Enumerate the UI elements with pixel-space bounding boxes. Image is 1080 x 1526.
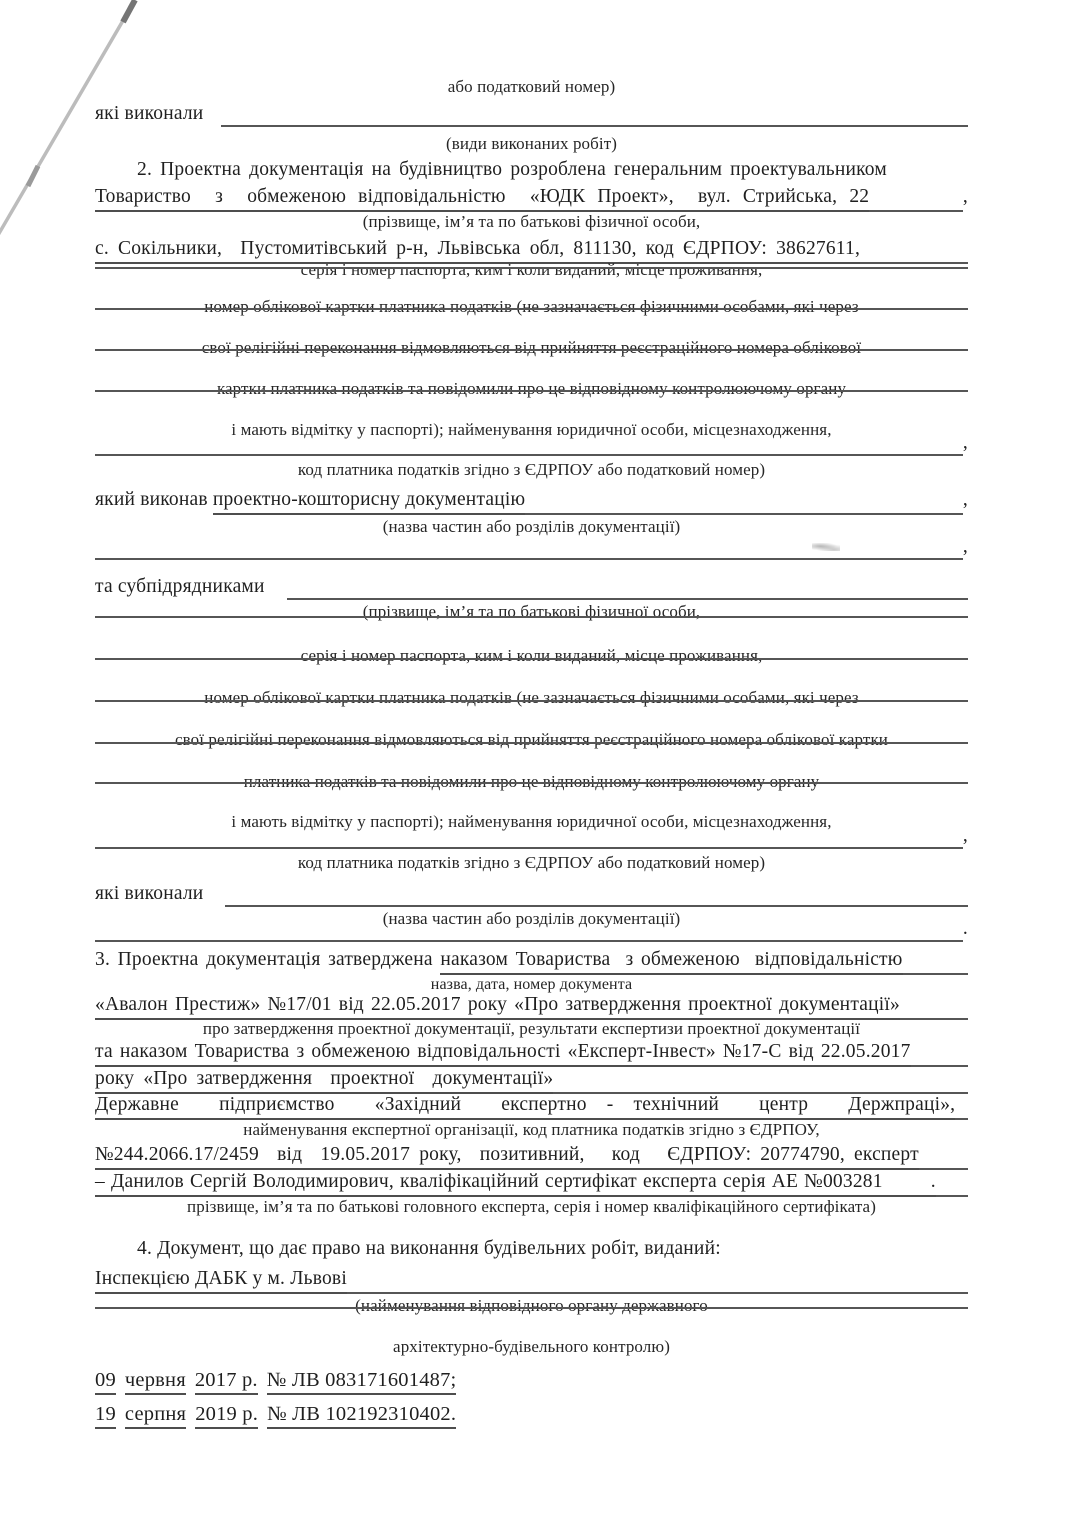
blank-underline bbox=[95, 916, 963, 942]
blank-underline bbox=[95, 534, 963, 560]
field-permit-2 bbox=[95, 1401, 968, 1429]
field-label: . bbox=[962, 918, 968, 939]
blank-line-comma bbox=[95, 534, 968, 560]
blank-line-comma bbox=[95, 823, 968, 849]
blank-underline bbox=[95, 782, 968, 784]
filled-value: 2019 р. bbox=[195, 1401, 258, 1429]
field-label: , bbox=[962, 432, 968, 453]
blank-line bbox=[95, 658, 968, 660]
field-general-designer bbox=[95, 184, 968, 212]
blank-underline bbox=[919, 1142, 968, 1170]
blank-underline bbox=[95, 349, 968, 351]
field-expertise-result bbox=[95, 1142, 968, 1170]
caption-expert-org: найменування експертної організації, код платника податків згідно з ЄДРПОУ, bbox=[243, 1120, 820, 1139]
filled-value: червня bbox=[125, 1367, 186, 1395]
blank-underline bbox=[936, 1169, 968, 1197]
caption-doc-parts-2: (назва частин або розділів документації) bbox=[382, 909, 681, 928]
blank-underline bbox=[95, 700, 968, 702]
blank-line bbox=[95, 308, 968, 310]
field-expert-org bbox=[95, 1092, 968, 1120]
filled-value: Державне підприємство «Західний експертно - технічний центр Держпраці», bbox=[95, 1092, 955, 1120]
caption-passport-mark-2: і мають відмітку у паспорті); найменування юридичної особи, місцезнаходження, bbox=[231, 812, 832, 831]
filled-value: та наказом Товариства з обмеженою відповідальності «Експерт-Інвест» №17-С від 22.05.2017 bbox=[95, 1039, 911, 1067]
filled-value: 2017 р. bbox=[195, 1367, 258, 1395]
blank-line-period bbox=[95, 916, 968, 942]
filled-value: наказом Товариства з обмеженою відповідальністю bbox=[440, 947, 902, 975]
blank-underline bbox=[95, 267, 968, 269]
field-label: які виконали bbox=[95, 883, 204, 904]
spacer bbox=[116, 1401, 125, 1429]
blank-underline bbox=[95, 390, 968, 392]
field-label: , bbox=[962, 825, 968, 846]
field-permit-1 bbox=[95, 1367, 968, 1395]
caption-expert-cert: прізвище, ім’я та по батькові головного експерта, серія і номер кваліфікаційного сертифіката) bbox=[187, 1197, 876, 1216]
field-label: 3. Проектна документація затверджена bbox=[95, 949, 441, 970]
field-label: які виконали bbox=[95, 103, 204, 124]
spacer bbox=[203, 101, 221, 127]
field-expert-name bbox=[95, 1169, 968, 1197]
blank-underline bbox=[225, 881, 968, 907]
filled-value: 19 bbox=[95, 1401, 116, 1429]
caption-passport-mark: і мають відмітку у паспорті); найменування юридичної особи, місцезнаходження, bbox=[231, 420, 832, 439]
field-label: , bbox=[962, 536, 968, 557]
filled-value: с. Сокільники, Пустомитівський р-н, Львівська обл, 811130, код ЄДРПОУ: 38627611, bbox=[95, 236, 860, 264]
caption-doc-parts: (назва частин або розділів документації) bbox=[382, 517, 681, 536]
caption-religious-2: свої релігійні переконання відмовляються від прийняття реєстраційного номера облікової картки bbox=[174, 730, 888, 749]
field-approval-order-1 bbox=[95, 992, 968, 1020]
blank-underline bbox=[95, 742, 968, 744]
blank-underline bbox=[95, 616, 968, 618]
spacer bbox=[186, 1401, 195, 1429]
blank-line bbox=[95, 1307, 968, 1309]
blank-line bbox=[95, 700, 968, 702]
caption-religious: свої релігійні переконання відмовляються від прийняття реєстраційного номера облікової bbox=[201, 338, 862, 357]
caption-person-name-2: (прізвище, ім’я та по батькові фізичної особи, bbox=[362, 602, 701, 621]
caption-taxpayer-card: номер облікової картки платника податків (не зазначається фізичними особами, які через bbox=[204, 297, 859, 316]
blank-underline bbox=[95, 823, 963, 849]
filled-value: №244.2066.17/2459 від 19.05.2017 року, позитивний, код ЄДРПОУ: 20774790, експерт bbox=[95, 1142, 919, 1170]
blank-underline bbox=[903, 947, 968, 975]
filled-value: року «Про затвердження проектної документації» bbox=[95, 1066, 553, 1094]
field-who-performed bbox=[95, 487, 968, 515]
blank-underline bbox=[900, 992, 968, 1020]
spacer bbox=[116, 1367, 125, 1395]
blank-underline bbox=[287, 574, 968, 600]
spacer bbox=[265, 574, 287, 600]
blank-underline bbox=[955, 1092, 968, 1120]
caption-edrpou: код платника податків згідно з ЄДРПОУ або податковий номер) bbox=[297, 460, 766, 479]
filled-value: – Данилов Сергій Володимирович, кваліфікаційний сертифікат експерта серія АЕ №003281 bbox=[95, 1169, 883, 1197]
blank-underline bbox=[95, 308, 968, 310]
blank-line bbox=[95, 782, 968, 784]
field-label: та субпідрядниками bbox=[95, 576, 265, 597]
blank-underline bbox=[221, 101, 968, 127]
filled-value: серпня bbox=[125, 1401, 186, 1429]
para-section-4: 4. Документ, що дає право на виконання будівельних робіт, виданий: bbox=[137, 1238, 721, 1259]
filled-value: Товариство з обмеженою відповідальністю «ЮДК Проект», вул. Стрийська, 22 bbox=[95, 184, 869, 212]
caption-tax-number: або податковий номер) bbox=[447, 77, 616, 96]
caption-passport: серія і номер паспорта, ким і коли виданий, місце проживання, bbox=[300, 260, 763, 279]
field-label: , bbox=[962, 186, 968, 207]
filled-value: . bbox=[931, 1169, 936, 1197]
filled-value: «Авалон Престиж» №17/01 від 22.05.2017 року «Про затвердження проектної документації» bbox=[95, 992, 900, 1020]
blank-underline bbox=[95, 658, 968, 660]
caption-taxpayer-card-2: номер облікової картки платника податків (не зазначається фізичними особами, які через bbox=[204, 688, 859, 707]
blank-line bbox=[95, 267, 968, 269]
underline-spacer bbox=[883, 1169, 931, 1197]
field-subcontractors bbox=[95, 574, 968, 600]
caption-authority-1: (найменування відповідного органу державного bbox=[355, 1296, 708, 1315]
filled-value: Інспекцією ДАБК у м. Львові bbox=[95, 1266, 347, 1294]
field-executors-2 bbox=[95, 881, 968, 907]
spacer bbox=[203, 881, 225, 907]
blank-underline bbox=[869, 184, 963, 212]
blank-underline bbox=[347, 1266, 968, 1294]
blank-line bbox=[95, 742, 968, 744]
blank-line-comma bbox=[95, 430, 968, 456]
blank-line bbox=[95, 390, 968, 392]
blank-line bbox=[95, 616, 968, 618]
caption-approval: про затвердження проектної документації, результати експертизи проектної документації bbox=[202, 1019, 861, 1038]
field-approval-order-2 bbox=[95, 1039, 968, 1067]
spacer bbox=[258, 1401, 267, 1429]
field-label: який виконав bbox=[95, 489, 213, 510]
blank-underline bbox=[525, 487, 963, 515]
caption-doc-name-date: назва, дата, номер документа bbox=[430, 976, 633, 993]
caption-edrpou-2: код платника податків згідно з ЄДРПОУ або податковий номер) bbox=[297, 853, 766, 872]
caption-person-name: (прізвище, ім’я та по батькові фізичної особи, bbox=[362, 212, 701, 231]
filled-value: проектно-кошторисну документацію bbox=[213, 487, 525, 515]
blank-underline bbox=[553, 1066, 968, 1094]
field-executors bbox=[95, 101, 968, 127]
caption-informed: картки платника податків та повідомили про це відповідному контролюючому органу bbox=[216, 379, 847, 398]
caption-work-types: (види виконаних робіт) bbox=[445, 134, 618, 153]
para-section-2: 2. Проектна документація на будівництво розроблена генеральним проектувальником bbox=[137, 159, 887, 180]
caption-authority-2: архітектурно-будівельного контролю) bbox=[393, 1337, 670, 1356]
filled-value: 09 bbox=[95, 1367, 116, 1395]
filled-value: № ЛВ 083171601487; bbox=[267, 1367, 457, 1395]
field-approval-order-2b bbox=[95, 1066, 968, 1094]
spacer bbox=[258, 1367, 267, 1395]
filled-value: № ЛВ 102192310402. bbox=[267, 1401, 456, 1429]
field-issuing-authority bbox=[95, 1266, 968, 1294]
spacer bbox=[186, 1367, 195, 1395]
blank-underline bbox=[95, 430, 963, 456]
field-label: , bbox=[962, 489, 968, 510]
blank-line bbox=[95, 349, 968, 351]
caption-passport-2: серія і номер паспорта, ким і коли виданий, місце проживання, bbox=[300, 646, 763, 665]
para-section-3 bbox=[95, 947, 968, 975]
blank-underline bbox=[911, 1039, 968, 1067]
blank-underline bbox=[95, 1307, 968, 1309]
caption-informed-2: платника податків та повідомили про це відповідному контролюючому органу bbox=[243, 772, 820, 791]
